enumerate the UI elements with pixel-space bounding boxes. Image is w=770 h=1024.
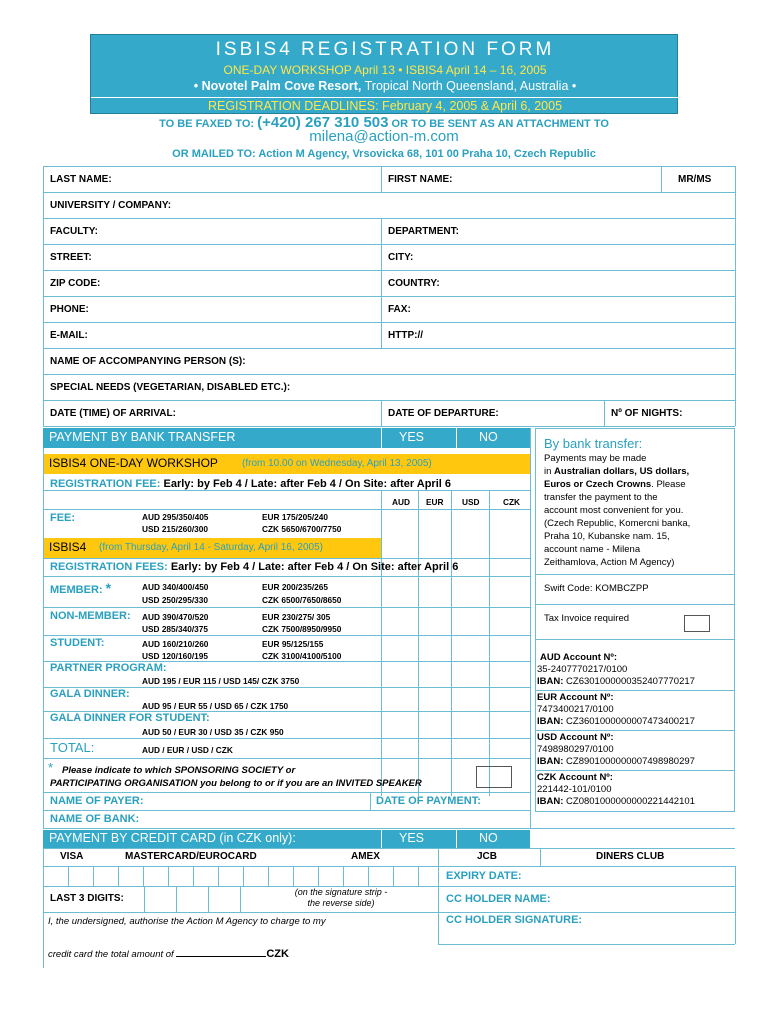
card-visa-option[interactable]: VISA [60,851,84,862]
workshop-banner: ISBIS4 ONE-DAY WORKSHOP (from 10.00 on Wednesday, April 13, 2005) [44,454,530,474]
currency-eur-col: EUR [426,497,444,507]
arrival-field[interactable]: DATE (TIME) OF ARRIVAL: [50,408,176,419]
fee-czk: CZK 5650/6700/7750 [262,524,342,534]
nonmember-aud: AUD 390/470/520 [142,612,209,622]
card-holder-name-field[interactable]: CC HOLDER NAME: [446,893,551,905]
last3-digits-field[interactable]: LAST 3 DIGITS: [50,893,124,904]
eur-account-title: EUR Account Nº: [537,692,614,703]
isbis4-reg-fees: REGISTRATION FEES: Early: by Feb 4 / Late: after Feb 4 / On Site: after April 6 [50,561,459,573]
payer-field[interactable]: NAME OF PAYER: [50,795,144,807]
departure-field[interactable]: DATE OF DEPARTURE: [388,408,499,419]
registration-deadlines: REGISTRATION DEADLINES: February 4, 2005 & April 6, 2005 [91,97,679,113]
fax-line: TO BE FAXED TO: (+420) 267 310 503 OR TO BE SENT AS AN ATTACHMENT TO [159,114,609,131]
isbis4-banner: ISBIS4 (from Thursday, April 14 - Saturday, April 16, 2005) [44,538,381,558]
member-aud: AUD 340/400/450 [142,582,209,592]
tax-invoice-label: Tax Invoice required [544,613,630,624]
card-jcb-option[interactable]: JCB [477,851,498,862]
sponsor-note-line2: PARTICIPATING ORGANISATION you belong to or if you are an INVITED SPEAKER [50,778,422,789]
student-usd: USD 120/160/195 [142,651,208,661]
city-field[interactable]: CITY: [388,252,414,263]
member-eur: EUR 200/235/265 [262,582,328,592]
bank-info-line: Payments may be made [544,453,647,464]
bank-transfer-header: PAYMENT BY BANK TRANSFER YES NO [43,428,530,448]
usd-iban: IBAN: CZ8901000000007498980297 [537,756,695,767]
header-banner [90,34,678,114]
member-label: MEMBER: * [50,580,112,596]
bank-no-option[interactable]: NO [479,430,498,444]
last-name-field[interactable]: LAST NAME: [50,174,112,185]
country-field[interactable]: COUNTRY: [388,278,440,289]
eur-iban: IBAN: CZ3601000000007473400217 [537,716,695,727]
bank-info-line: account name - Milena [544,544,641,555]
card-holder-signature-field[interactable]: CC HOLDER SIGNATURE: [446,914,583,926]
nonmember-czk: CZK 7500/8950/9950 [262,624,342,634]
bank-info-line: Zeithamlova, Action M Agency) [544,557,675,568]
card-no-option[interactable]: NO [479,831,498,845]
department-field[interactable]: DEPARTMENT: [388,226,459,237]
student-czk: CZK 3100/4100/5100 [262,651,342,661]
aud-account-title: AUD Account Nº: [540,652,618,663]
currency-usd-col: USD [462,497,480,507]
first-name-field[interactable]: FIRST NAME: [388,174,453,185]
fee-usd: USD 215/260/300 [142,524,208,534]
student-aud: AUD 160/210/260 [142,639,209,649]
bank-info-line: transfer the payment to the [544,492,658,503]
card-diners-option[interactable]: DINERS CLUB [596,851,665,862]
special-needs-field[interactable]: SPECIAL NEEDS (VEGETARIAN, DISABLED ETC.): [50,382,291,393]
amount-blank[interactable] [176,956,266,957]
total-label: TOTAL: [50,740,95,755]
nonmember-eur: EUR 230/275/ 305 [262,612,331,622]
fee-eur: EUR 175/205/240 [262,512,328,522]
total-amount-line: credit card the total amount of CZK [48,948,289,960]
fee-label: FEE: [50,512,76,524]
bank-info-line: account most convenient for you. [544,505,684,516]
total-currencies: AUD / EUR / USD / CZK [142,745,233,755]
swift-code: Swift Code: KOMBCZPP [544,583,649,594]
fax-field[interactable]: FAX: [388,304,411,315]
card-mastercard-option[interactable]: MASTERCARD/EUROCARD [125,851,257,862]
faculty-field[interactable]: FACULTY: [50,226,98,237]
czk-account-title: CZK Account Nº: [537,772,613,783]
usd-account-title: USD Account Nº: [537,732,614,743]
gala-student-label: GALA DINNER FOR STUDENT: [50,712,210,724]
gala-price: AUD 95 / EUR 55 / USD 65 / CZK 1750 [142,701,289,711]
event-dates: ONE-DAY WORKSHOP April 13 • ISBIS4 April 14 – 16, 2005 [223,63,547,77]
zip-field[interactable]: ZIP CODE: [50,278,101,289]
partner-price: AUD 195 / EUR 115 / USD 145/ CZK 3750 [142,676,300,686]
street-field[interactable]: STREET: [50,252,92,263]
usd-account-number: 7498980297/0100 [537,744,614,755]
aud-account-number: 35-2407770217/0100 [537,664,628,675]
student-label: STUDENT: [50,637,105,649]
nonmember-label: NON-MEMBER: [50,610,131,622]
currency-aud-col: AUD [392,497,410,507]
mailing-address: OR MAILED TO: Action M Agency, Vrsovicka 68, 101 00 Praha 10, Czech Republic [172,148,596,160]
sponsor-box[interactable] [476,766,512,788]
student-eur: EUR 95/125/155 [262,639,324,649]
partner-label: PARTNER PROGRAM: [50,662,167,674]
tax-invoice-checkbox[interactable] [684,615,710,632]
signature-strip-note: (on the signature strip - the reverse side) [294,887,388,908]
bank-info-line: Euros or Czech Crowns. Please [544,479,686,490]
payment-date-field[interactable]: DATE OF PAYMENT: [376,795,481,807]
fee-aud: AUD 295/350/405 [142,512,209,522]
sponsor-note-line1: Please indicate to which SPONSORING SOCIETY or [62,765,296,776]
expiry-date-field[interactable]: EXPIRY DATE: [446,870,522,882]
authorisation-text: I, the undersigned, authorise the Action M Agency to charge to my [48,916,326,927]
bank-name-field[interactable]: NAME OF BANK: [50,813,140,825]
by-bank-title: By bank transfer: [544,436,643,451]
nights-field[interactable]: Nº OF NIGHTS: [611,408,683,419]
email-field[interactable]: E-MAIL: [50,330,88,341]
gala-label: GALA DINNER: [50,688,130,700]
contact-email[interactable]: milena@action-m.com [309,128,459,145]
gala-student-price: AUD 50 / EUR 30 / USD 35 / CZK 950 [142,727,284,737]
bank-info-line: (Czech Republic, Komercni banka, [544,518,691,529]
workshop-reg-fee: REGISTRATION FEE: Early: by Feb 4 / Late: after Feb 4 / On Site: after April 6 [50,478,451,490]
venue-line: • Novotel Palm Cove Resort, Tropical North Queensland, Australia • [193,79,577,93]
currency-czk-col: CZK [503,497,521,507]
accompanying-person-field[interactable]: NAME OF ACCOMPANYING PERSON (S): [50,356,246,367]
eur-account-number: 7473400217/0100 [537,704,614,715]
bank-info-line: Praha 10, Kubanske nam. 15, [544,531,670,542]
nonmember-usd: USD 285/340/375 [142,624,208,634]
note-star: * [48,760,54,775]
phone-field[interactable]: PHONE: [50,304,89,315]
card-yes-option[interactable]: YES [399,831,425,845]
title-field[interactable]: MR/MS [678,174,712,185]
credit-card-header: PAYMENT BY CREDIT CARD (in CZK only): YES NO [43,830,530,848]
member-czk: CZK 6500/7650/8650 [262,595,342,605]
bank-info-line: in Australian dollars, US dollars, [544,466,690,477]
aud-iban: IBAN: CZ6301000000352407770217 [537,676,695,687]
czk-account-number: 221442-101/0100 [537,784,612,795]
http-field[interactable]: HTTP:// [388,330,423,341]
card-amex-option[interactable]: AMEX [351,851,380,862]
university-field[interactable]: UNIVERSITY / COMPANY: [50,200,172,211]
bank-yes-option[interactable]: YES [399,430,425,444]
form-title: ISBIS4 REGISTRATION FORM [215,39,555,60]
member-usd: USD 250/295/330 [142,595,208,605]
czk-iban: IBAN: CZ0801000000000221442101 [537,796,695,807]
